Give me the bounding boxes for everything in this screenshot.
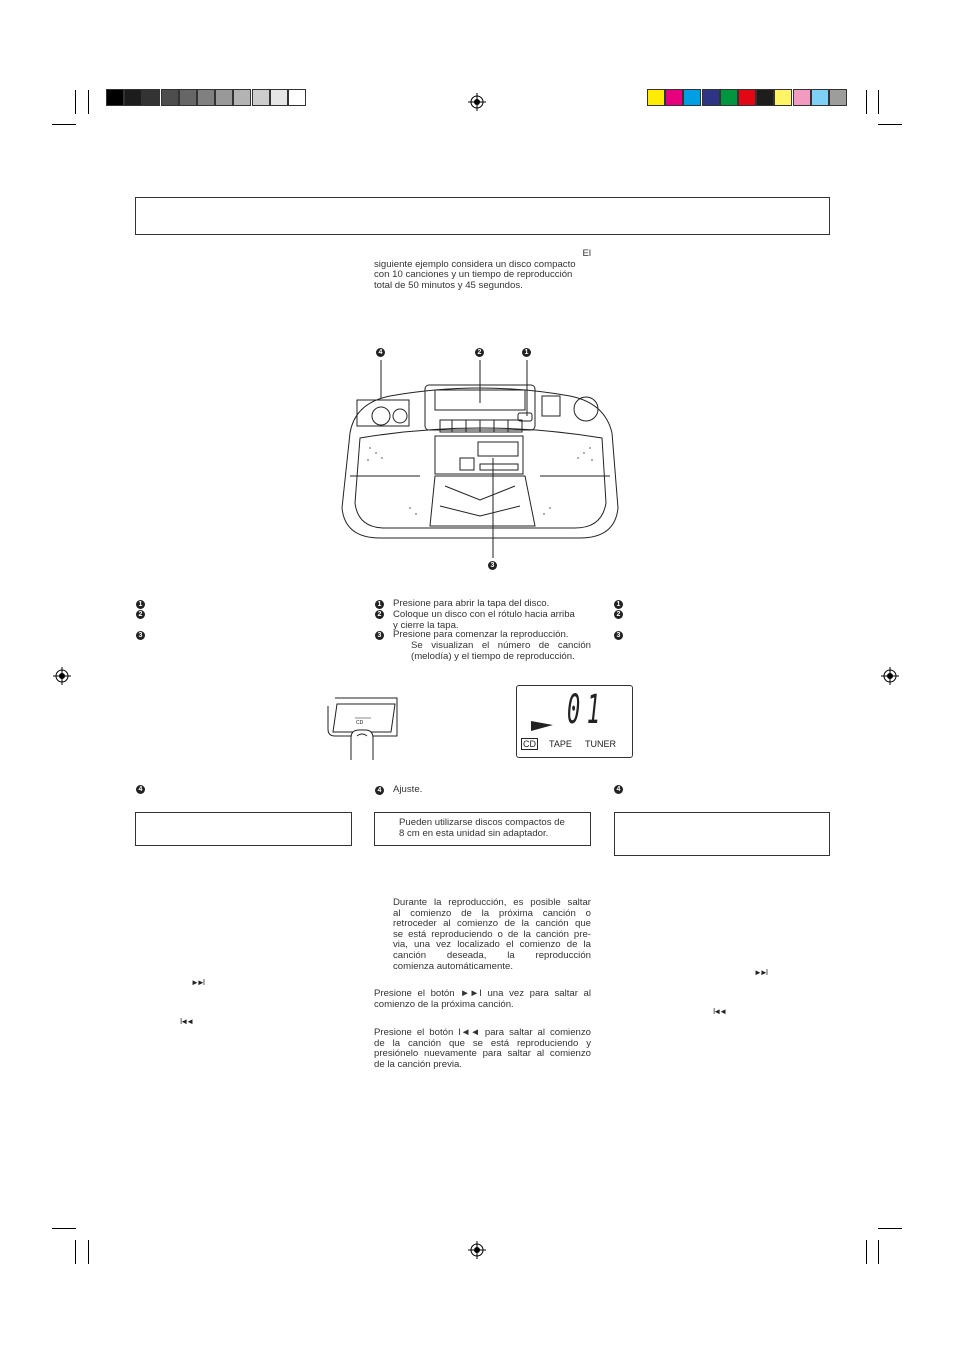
- paragraph-line: canción deseada, la reproducción: [393, 949, 591, 961]
- step-2-line: y cierre la tapa.: [393, 619, 459, 631]
- calibration-swatch: [270, 89, 288, 106]
- paragraph-line: retroceder al comienzo de la canción que: [393, 918, 591, 930]
- paragraph-line: via, una vez localizado el comienzo de la: [393, 939, 591, 951]
- svg-text:CD: CD: [356, 720, 364, 726]
- step-2-marker: 2: [375, 610, 384, 619]
- step-4-text: Ajuste.: [393, 784, 423, 795]
- skip-previous-paragraph: [374, 1028, 591, 1070]
- calibration-swatch: [829, 89, 847, 106]
- next-track-icon: ►►I: [191, 978, 204, 987]
- step-3-note-line: (melodía) y el tiempo de reproducción.: [411, 650, 575, 662]
- calibration-swatch: [288, 89, 306, 106]
- calibration-swatch: [702, 89, 720, 106]
- boombox-illustration: [330, 358, 630, 563]
- step-4-marker: 4: [375, 786, 384, 795]
- registration-mark-icon: [468, 93, 486, 111]
- paragraph-line: comienza automáticamente.: [393, 960, 513, 972]
- intro-line: total de 50 minutos y 45 segundos.: [374, 279, 523, 291]
- play-indicator-icon: [531, 719, 553, 731]
- calibration-swatch: [647, 89, 665, 106]
- step-2-line: Coloque un disco con el rótulo hacia arriba: [393, 609, 575, 620]
- callout-2: 2: [475, 348, 484, 357]
- paragraph-line: Presione el botón ►►I una vez para saltar al: [374, 988, 591, 999]
- previous-track-icon: I◄◄: [180, 1017, 193, 1026]
- right-step-3-marker: 3: [614, 631, 623, 640]
- cd-display-panel: [516, 685, 633, 758]
- step-3-note: [411, 641, 591, 662]
- calibration-swatch: [161, 89, 179, 106]
- calibration-swatch: [756, 89, 774, 106]
- step-1-text: Presione para abrir la tapa del disco.: [393, 598, 550, 609]
- mode-tape-indicator: TAPE: [549, 739, 572, 749]
- track-number-display: 01: [567, 687, 607, 733]
- calibration-swatch: [774, 89, 792, 106]
- right-step-4-marker: 4: [614, 785, 623, 794]
- callout-3: 3: [488, 561, 497, 570]
- calibration-swatch: [811, 89, 829, 106]
- right-step-2-marker: 2: [614, 610, 623, 619]
- intro-text: [374, 249, 591, 291]
- left-step-2-marker: 2: [136, 610, 145, 619]
- left-step-4-marker: 4: [136, 785, 145, 794]
- play-button-illustration: [325, 696, 403, 760]
- note-text: [399, 818, 585, 839]
- note-line: Pueden utilizarse discos compactos de: [399, 817, 565, 828]
- calibration-swatch: [720, 89, 738, 106]
- left-step-1-marker: 1: [136, 600, 145, 609]
- skip-next-paragraph: [374, 989, 591, 1010]
- calibration-swatch: [215, 89, 233, 106]
- paragraph-line: presiónelo nuevamente para saltar al comienzo: [374, 1048, 591, 1060]
- registration-mark-icon: [468, 1241, 486, 1259]
- calibration-swatch: [252, 89, 270, 106]
- title-box: [135, 197, 830, 235]
- intro-line: siguiente ejemplo considera un disco compacto: [374, 258, 576, 270]
- calibration-swatch: [142, 89, 160, 106]
- paragraph-line: Durante la reproducción, es posible saltar: [393, 897, 591, 908]
- next-track-icon: ►►I: [754, 968, 767, 977]
- calibration-swatch: [197, 89, 215, 106]
- calibration-swatch: [793, 89, 811, 106]
- mode-tuner-indicator: TUNER: [585, 739, 616, 749]
- step-1-marker: 1: [375, 600, 384, 609]
- calibration-swatch: [124, 89, 142, 106]
- step-3-marker: 3: [375, 631, 384, 640]
- paragraph-line: de la canción previa.: [374, 1058, 462, 1070]
- note-box-right: [614, 812, 830, 856]
- callout-4: 4: [376, 348, 385, 357]
- previous-track-icon: I◄◄: [713, 1007, 726, 1016]
- paragraph-line: Presione el botón I◄◄ para saltar al comienzo: [374, 1027, 591, 1038]
- paragraph-line: se está reproduciendo o de la canción pre-: [393, 928, 591, 940]
- mode-cd-indicator: CD: [523, 739, 536, 749]
- step-3-text: Presione para comenzar la reproducción.: [393, 629, 569, 640]
- right-step-1-marker: 1: [614, 600, 623, 609]
- calibration-swatch: [179, 89, 197, 106]
- paragraph-line: al comienzo de la próxima canción o: [393, 907, 591, 919]
- calibration-swatch: [106, 89, 124, 106]
- note-line: 8 cm en esta unidad sin adaptador.: [399, 827, 549, 839]
- skip-intro-paragraph: [393, 898, 591, 972]
- note-box-left: [135, 812, 352, 846]
- calibration-swatch: [683, 89, 701, 106]
- calibration-swatch: [665, 89, 683, 106]
- paragraph-line: comienzo de la próxima canción.: [374, 998, 514, 1010]
- calibration-swatch: [233, 89, 251, 106]
- note-box-middle: [374, 812, 591, 846]
- registration-mark-icon: [53, 667, 71, 685]
- paragraph-line: de la canción que se está reproduciendo y: [374, 1037, 591, 1049]
- registration-mark-icon: [881, 667, 899, 685]
- callout-1: 1: [522, 348, 531, 357]
- calibration-swatch: [738, 89, 756, 106]
- intro-line: con 10 canciones y un tiempo de reproducción: [374, 269, 573, 281]
- step-2-text: [393, 610, 591, 631]
- left-step-3-marker: 3: [136, 631, 145, 640]
- step-3-note-line: Se visualizan el número de canción: [411, 640, 591, 651]
- intro-line: El: [582, 248, 591, 259]
